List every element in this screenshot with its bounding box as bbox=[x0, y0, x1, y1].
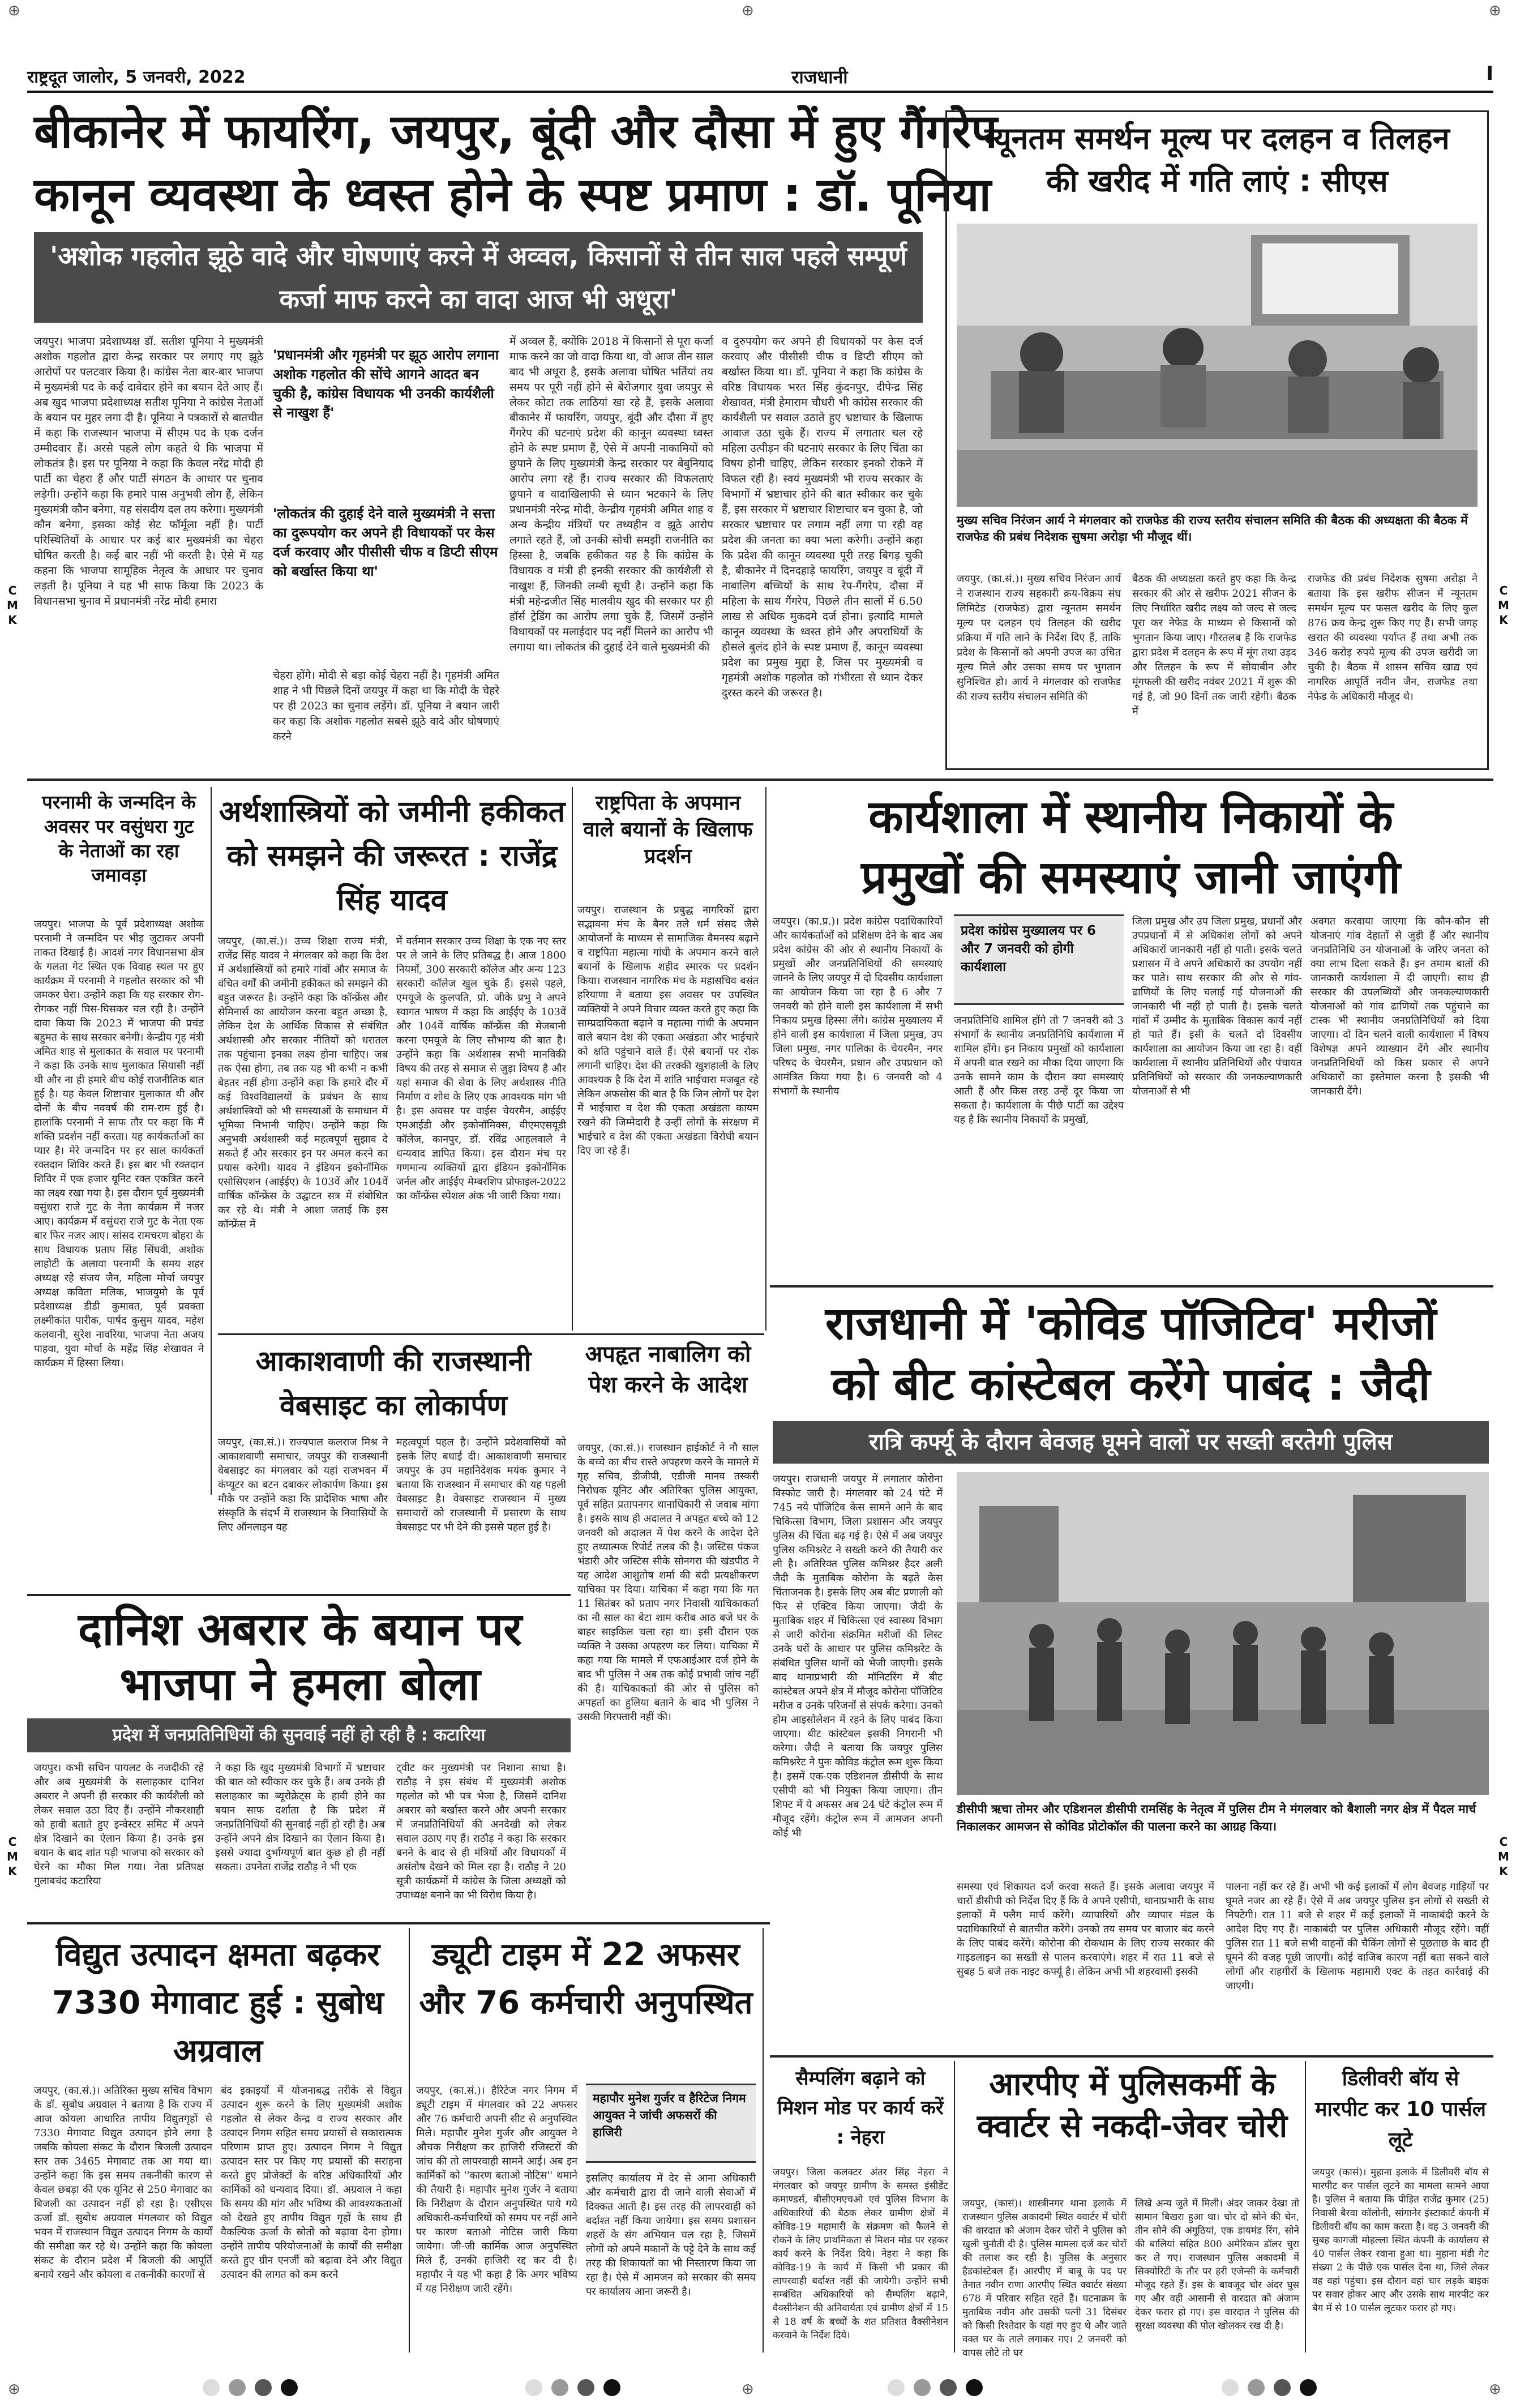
covid-headline-line2: को बीट कांस्टेबल करेंगे पाबंद : जैदी bbox=[831, 1358, 1431, 1410]
color-dot bbox=[229, 2379, 246, 2396]
minor-body: जयपुर, (का.सं.)। राजस्थान हाईकोर्ट ने नौ साल के बच्चे का बीच रास्ते अपहरण करने के मामले में गृह सचिव, डीजीपी, एडीजी मानव तस्करी निरोधक यूनिट और अतिरिक्त पुलिस आयुक्त, पूर्व सहित प्रतापनगर थानाधिकारी से जवाब मांगा है। इसके साथ ही अदालत ने अपहृत बच्चे को 12 जनवरी को अदालत में पेश करने के आदेश देते हुए तथ्यात्मक रिपोर्ट तलब की है। जस्टिस पंकज भंडारी और जस्टिस सीके सोनगरा की खंडपीठ ने यह आदेश आशुतोष शर्मा की बंदी प्रत्यक्षीकरण याचिका पर दिया। याचिका में कहा गया कि गत 11 सितंबर को प्रताप नगर निवासी याचिकाकर्ता का नौ साल का बेटा शाम करीब आठ बजे घर के बाहर साइकिल चला रहा था। इसी दौरान एक व्यक्ति ने उसका अपहरण कर लिया। याचिका में कहा गया कि मामले में एफआईआर दर्ज होने के बाद भी पुलिस ने अब तक कोई प्रभावी जांच नहीं की है। याचिकाकर्ता की ओर से पुलिस को अपहर्ता का हुलिया बताने के बाद भी पुलिस ने उसकी गिरफ्तारी नहीं की। bbox=[577, 1442, 759, 1723]
color-bar bbox=[1217, 2379, 1321, 2398]
color-dot bbox=[577, 2379, 594, 2396]
danish-strap: प्रदेश में जनप्रतिनिधियों की सुनवाई नहीं हो रही है : कटारिया bbox=[27, 1718, 571, 1752]
rpa-headline: आरपीए में पुलिसकर्मी के क्वार्टर से नकदी-जेवर चोरी bbox=[977, 2066, 1288, 2145]
msp-photo-caption: मुख्य सचिव निरंजन आर्य ने मंगलवार को राजफेड की राज्य स्तरीय संचालन समिति की बैठक की अध्यक्षता की बैठक में राजफेड की प्रबंध निदेशक सुषमा अरोड़ा भी मौजूद थीं। bbox=[957, 514, 1468, 544]
column-rule bbox=[572, 787, 573, 1331]
header-dateline: राष्ट्रदूत जालोर, 5 जनवरी, 2022 bbox=[27, 67, 246, 87]
color-dot bbox=[525, 2379, 542, 2396]
registration-mark-icon: ⊕ bbox=[1489, 2381, 1501, 2398]
column-rule bbox=[954, 2061, 955, 2353]
workshop-column-1: जयपुर। (का.प्र.)। प्रदेश कांग्रेस पदाधिकारियों और कार्यकर्ताओं को प्रशिक्षण देने के बाद अब प्रदेश कांग्रेस की ओर से स्थानीय निकायों के प्रमुखों और जनप्रतिनिधियों की समस्याएं जानने के लिए जयपुर में दो दिवसीय कार्यशाला का आयोजन किया जा रहा है 6 और 7 जनवरी को होने वाली इस कार्यशाला में सभी निकाय प्रमुख हिस्सा लेंगे। कांग्रेस मुख्यालय में होने वाली इस कार्यशाला में जिला प्रमुख, उप जिला प्रमुख, नगर पालिका के चेयरमैन, नगर परिषद के चेयरमैन, प्रधान और उपप्रधान को आमंत्रित किया गया है। 6 जनवरी को 4 संभागों के स्थानीय bbox=[773, 916, 943, 1097]
economists-column-1: जयपुर, (का.सं.)। उच्च शिक्षा राज्य मंत्री, राजेंद्र सिंह यादव ने मंगलवार को कहा कि देश में अर्थशास्त्रियों को हमारे गांवों और समाज के वंचित वर्गों की जमीनी हकीकत को समझने की बहुत जरूरत है। उन्होंने कहा कि कॉन्फ्रेंस और सेमिनार्स का आयोजन करना बहुत अच्छा है, लेकिन देश के आर्थिक विकास से संबंधित अर्थशास्त्री और सरकार नीतियों को धरातल तक पहुंचाना इनका लक्ष्य होना चाहिए। जब तक ऐसा होगा, तब तक यह भी कभी न कभी बेहतर नहीं होगा उन्होंने कहा कि हमारे दौर में कई विश्वविद्यालयों के प्रबंधन के साथ अर्थशास्त्रियों को भी समस्याओं के समाधान में भूमिका निभानी चाहिए। उन्होंने कहा कि अनुभवी अर्थशास्त्री कई महत्वपूर्ण सुझाव दे सकते हैं और सरकार इन पर अमल करने का प्रयास करेगी। यादव ने इंडियन इकोनॉमिक एसोसिएशन (आईईए) के 103वें और 104वें वार्षिक कॉन्फ्रेंस के उद्घाटन सत्र में संबोधित कर रहे थे। मंत्री ने आशा जताई कि इस कॉन्फ्रेंस में bbox=[218, 935, 388, 1230]
color-dot bbox=[603, 2379, 620, 2396]
color-dot bbox=[255, 2379, 272, 2396]
sampling-body: जयपुर। जिला कलक्टर अंतर सिंह नेहरा ने मंगलवार को जयपुर ग्रामीण के समस्त इंसीडेंट कमाण्डर्स, बीसीएमएचओ एवं पुलिस विभाग के अधिकारियों की बैठक लेकर ग्रामीण क्षेत्रों में कोविड-19 महामारी के संक्रमण को फैलने से रोकने के लिए प्राथमिकता से मिशन मोड पर रहकर कार्य करने के निर्देश दिये। नेहरा ने कहा कि कोविड-19 के कार्य में किसी भी प्रकार की लापरवाही बर्दाश्त नहीं की जायेगी। उन्होंने सभी सम्बंधित अधिकारियों को सैम्पलिंग बढ़ाने, वैक्सीनेशन की अनिवार्यता एवं ग्रामीण क्षेत्रों में 15 से 18 वर्ष के बच्चों के शत प्रतिशत वैक्सीनेशन करवाने के निर्देश दिये। bbox=[773, 2167, 948, 2341]
protest-body: जयपुर। राजस्थान के प्रबुद्ध नागरिकों द्वारा सद्भावना मंच के बैनर तले धर्म संसद जैसे आयोजनों के माध्यम से सामाजिक वैमनस्य बढ़ाने व राष्ट्रपिता महात्मा गांधी के अपमान करने वाले बयानों के खिलाफ शहीद स्मारक पर प्रदर्शन किया। राजस्थान नागरिक मंच के महासचिव बसंत हरियाणा ने बताया इस अवसर पर उपस्थित व्यक्तियों ने अपने विचार व्यक्त करते हुए कहा कि साम्प्रदायिकता बढ़ाने व महात्मा गांधी के अपमान वाले बयान देश की एकता अखंडता और भाईचारे को क्षति पहुंचाने वाले हैं। ऐसे बयानों पर रोक लगानी चाहिए। देश की तरक्की खुशहाली के लिए आवश्यक है कि देश में शांति भाईचारा मजबूत रहे लेकिन अफसोस की बात है कि जिन लोगों पर देश में भाईचारा व देश की एकता अखंडता कायम रखने की जिम्मेदारी है उन्हीं लोगों के संरक्षण में भाईचारे व देश की एकता अखंडता विरोधी बयान दिए जा रहे हैं। bbox=[577, 904, 759, 1157]
danish-column-3: ट्वीट कर मुख्यमंत्री पर निशाना साधा है। राठौड़ ने इस संबंध में मुख्यमंत्री अशोक गहलोत को भी पत्र भेजा है, जिसमें दानिश अबरार को बर्खास्त करने और अपनी सरकार में जनप्रतिनिधियों की अनदेखी को लेकर सवाल उठाए गए हैं। राठौड़ ने कहा कि सरकार बनने के बाद से ही मंत्रियों और विधायकों में असंतोष देखने को मिल रहा है। राठौड़ ने 20 सूत्री कार्यक्रमों में कांग्रेस के जिला अध्यक्षों को उपाध्यक्ष बनाने का भी विरोध किया है। bbox=[396, 1762, 566, 1901]
delivery-headline: डिलीवरी बॉय से मारपीट कर 10 पार्सल लूटे bbox=[1314, 2067, 1487, 2152]
pull-quote: 'प्रधानमंत्री और गृहमंत्री पर झूठ आरोप लगाना अशोक गहलोत की सोंचे आगने आदत बन चुकी है, कांग्रेस विधायक भी उनकी कार्यशैली से नाखुश हैं' bbox=[273, 347, 499, 421]
page-header bbox=[27, 61, 1493, 93]
section-divider bbox=[218, 1333, 764, 1335]
lead-column-1: जयपुर। भाजपा प्रदेशाध्यक्ष डॉ. सतीश पूनिया ने मुख्यमंत्री अशोक गहलोत द्वारा केन्द्र सरकार पर लगाए गए झूठे आरोपों पर पलटवार किया है। कांग्रेस नेता बार-बार भाजपा में मुख्यमंत्री पद के कई दावेदार होने का बयान देते आए हैं। अब खुद भाजपा प्रदेशाध्यक्ष सतीश पूनिया ने कांग्रेस नेताओं के बयान पर मुहर लगा दी है। पूनिया ने पत्रकारों से बातचीत में कहा कि राजस्थान भाजपा में सीएम पद के एक दर्जन उम्मीदवार हैं। अरसे पहले लोग कहते थे कि भाजपा में लोकतंत्र है। इस पर पूनिया ने कहा कि केवल नरेंद्र मोदी ही पार्टी का चेहरा हैं और पार्टी संगठन के आधार पर चुनाव लड़ेगी। उन्होंने कहा कि हमारे पास अनुभवी लोग हैं, लेकिन मुख्यमंत्री कौन बनेगा, यह संसदीय दल तय करेगा। मुख्यमंत्री कौन बनेगा, इसका कोई सेट फॉर्मूला नहीं है। पार्टी परिस्थितियों के आधार पर कई बार मुख्यमंत्री का चेहरा घोषित करती है। कई बार नहीं भी करती है। ऐसे में यह कहना कि भाजपा सामूहिक नेतृत्व के आधार पर चुनाव लड़ती है। पूनिया ने यह भी साफ किया कि 2023 के विधानसभा चुनाव में प्रधानमंत्री नरेंद्र मोदी हमारा bbox=[34, 335, 263, 608]
lead-headline: बीकानेर में फायरिंग, जयपुर, बूंदी और दौसा में हुए गैंगरेप bbox=[34, 105, 997, 159]
workshop-headline-line2: प्रमुखों की समस्याएं जानी जाएंगी bbox=[861, 851, 1401, 904]
duty-headline: ड्यूटी टाइम में 22 अफसर और 76 कर्मचारी अनुपस्थित bbox=[419, 1936, 753, 2021]
duty-highlight-box: महापौर मुनेश गुर्जर व हैरिटेज निगम आयुक्त ने जांची अफसरों की हाजिरी bbox=[586, 2084, 756, 2163]
color-bar bbox=[198, 2379, 302, 2398]
registration-mark-icon: ⊕ bbox=[1489, 2, 1501, 19]
color-dot bbox=[1274, 2379, 1291, 2396]
covid-column-1: जयपुर। राजधानी जयपुर में लगातार कोरोना विस्फोट जारी है। मंगलवार को 24 घंटे में 745 नये पॉजिटिव केस सामने आने के बाद चिकित्सा विभाग, जिला प्रशासन और जयपुर पुलिस की चिंता बढ़ गई है। ऐसे में अब जयपुर पुलिस कमिश्नरेट ने सख्ती करने की तैयारी कर ली है। अतिरिक्त पुलिस कमिश्नर हैदर अली जैदी के मुताबिक कोरोना के बढ़ते केस चिंताजनक है। इसके लिए अब बीट प्रणाली को फिर से एक्टिव किया जाएगा। जैदी के मुताबिक शहर में चिकित्सा एवं स्वास्थ्य विभाग से जारी कोरोना संक्रमित मरीजों की लिस्ट उनके घरों के आधार पर पुलिस कमिश्नरेट के संबंधित पुलिस थानों को भेजी जाएगी। इसके बाद थानाप्रभारी की मॉनिटरिंग में बीट कांस्टेबल अपने क्षेत्र में मौजूद कोरोना पॉजिटिव मरीज व उनके परिजनों से संपर्क करेगा। उनको होम आइसोलेशन में रहने के लिए पाबंद किया जाएगा। बीट कांस्टेबल इसकी निगरानी भी करेगा। जैदी ने बताया कि जयपुर पुलिस कमिश्नरेट ने पुनः कोविड कंट्रोल रूम शुरू किया है। इसमें एक-एक एडिशनल डीसीपी के साथ एसीपी को भी नियुक्त किया जाएगा। तीन शिफ्ट में ये अफसर अब 24 घंटे कंट्रोल रूम में मौजूद रहेंगे। कंट्रोल रूम में आमजन अपनी कोई भी bbox=[773, 1473, 943, 1839]
workshop-headline: कार्यशाला में स्थानीय निकायों के bbox=[868, 790, 1393, 843]
power-headline: विद्युत उत्पादन क्षमता बढ़कर 7330 मेगावाट हुई : सुबोध अग्रवाल bbox=[52, 1936, 384, 2069]
section-name: राजधानी bbox=[791, 66, 848, 88]
danish-headline: दानिश अबरार के बयान पर bbox=[78, 1603, 522, 1656]
color-dot bbox=[1248, 2379, 1265, 2396]
workshop-column-3: जिला प्रमुख और उप जिला प्रमुख, प्रधानों और उपप्रधानों में से अधिकांश लोगों को अपने अधिकारों जानकारी नहीं हो पाती। इसके चलते प्रशासन में वे अपने अधिकारों का उपयोग नहीं कर पाते। साथ सरकार की ओर से गांव-ढाणियों के लिए चलाई गई योजनाओं की जानकारी भी नहीं हो पाती है। इसके चलते गांवों में उम्मीद के मुताबिक विकास कार्य नहीं हो पाते हैं। इसी के चलते दो दिवसीय कार्यशाला का आयोजन किया जा रहा है। वहीं कार्यशाला में स्थानीय प्रतिनिधियों और पंचायत प्रतिनिधियों को सरकार की जनकल्याणकारी योजनाओं से भी bbox=[1132, 916, 1302, 1097]
color-dot bbox=[203, 2379, 220, 2396]
delivery-body: जयपुर (कासं)। मुहाना इलाके में डिलीवरी बॉय से मारपीट कर पार्सल लूटने का मामला सामने आया है। पुलिस ने बताया कि पीड़ित राजेंद्र कुमार (25) निवासी बैरवा कॉलोनी, सांगानेर इंस्टाकार्ट कंपनी में डिलीवरी बॉय का काम करता है। वह 3 जनवरी की सुबह कागजी मोहल्ला स्थित कंपनी के कार्यालय से 40 पार्सल लेकर रवाना हुआ था। मुहाना मंडी गेट संख्या 2 के पीछे एक पार्सल देना था, जिसे लेकर वह वहां पहुंचा। इस दौरान वहां चार लड़के बाइक पर सवार होकर आए और उसके साथ मारपीट कर बैग में से 10 पार्सल लूटकर फरार हो गए। bbox=[1312, 2167, 1489, 2314]
danish-column-2: ने कहा कि खुद मुख्यमंत्री विभागों में भ्रष्टाचार की बात को स्वीकार कर चुके हैं। अब उनके ही सलाहकार का ब्यूरोक्रेट्स के हावी होने का बयान साफ दर्शाता है कि प्रदेश में जनप्रतिनिधियों की सुनवाई नहीं हो रही है। अब उन्होंने अपने क्षेत्र दिखाने का ऐलान किया है। इससे ज्यादा दुर्भाग्यपूर्ण बात कुछ हो ही नहीं सकता। उपनेता राजेंद्र राठौड़ ने भी एक bbox=[215, 1762, 385, 1873]
section-divider bbox=[770, 2055, 1493, 2058]
lead-pullquotes bbox=[273, 334, 499, 662]
column-rule bbox=[409, 1928, 410, 2353]
color-mark-left: C M K bbox=[7, 1835, 18, 1878]
column-rule bbox=[211, 787, 212, 1495]
covid-headline: राजधानी में 'कोविड पॉजिटिव' मरीजों bbox=[825, 1297, 1437, 1350]
rpa-column-1: जयपुर, (कासं)। शास्त्रीनगर थाना इलाके में राजस्थान पुलिस अकादमी स्थित क्वार्टर में चोरी की वारदात को अंजाम देकर चोरों ने पुलिस को खुली चुनौती दी है। पुलिस मामला दर्ज कर चोरों की तलाश कर रही है। पुलिस के अनुसार हैडकांस्टेबल हैं। आरपीए में बाबू के पद पर तैनात नवीन राणा आरपीए स्थित क्वार्टर संख्या 678 में परिवार सहित रहते हैं। घटनाक्रम के मुताबिक नवीन और उसकी पत्नी 31 दिसंबर को किसी रिश्तेदार के यहां गए हुए थे और जाते वक्त घर के ताले लगाकर गए। 2 जनवरी को वापस लौटे तो घर bbox=[962, 2198, 1127, 2359]
color-bar bbox=[883, 2379, 987, 2398]
minor-headline: अपहृत नाबालिग को पेश करने के आदेश bbox=[585, 1341, 751, 1398]
column-rule bbox=[765, 787, 766, 1331]
covid-column-3: पालना नहीं कर रहे हैं। अभी भी कई इलाकों में लोग बेवजह गाड़ियों पर घूमते नजर आ रहे हैं। ऐसे में अब जयपुर पुलिस इन लोगों से सख्ती से निपटेगी। रात 11 बजे से शहर में कई इलाकों में नाकाबंदी करने के आदेश दिए गए हैं। नाकाबंदी पर पुलिस अधिकारी मौजूद रहेंगे। वहीं पुलिस रात 11 बजे सभी वाहनों की चैकिंग लोगों से पूछताछ के बाद ही घूमने की वजह पूछी जाएगी। कोई वाजिब कारण नहीं बता सकने वाले लोगों और राहगीरों के खिलाफ महामारी एक्ट के तहत कार्रवाई की जाएगी। bbox=[1226, 1881, 1489, 1992]
color-mark-right: C M K bbox=[1498, 1835, 1509, 1878]
lead-column-3: में अव्वल हैं, क्योंकि 2018 में किसानों से पूरा कर्जा माफ करने का जो वादा किया था, वो आज तीन साल बाद भी अधूरा है, इसके अलावा घोषित भर्तियां तय समय पर पूरी नहीं होने से बेरोजगार युवा जयपुर से लेकर कोटा तक लाठियां खा रहे हैं, इसके अलावा बीकानेर में फायरिंग, जयपुर, बूंदी और दौसा में हुए गैंगरेप की घटनाएं प्रदेश की कानून व्यवस्था ध्वस्त होने के स्पष्ट प्रमाण हैं, ऐसे में अपनी नाकामियों को छुपाने के लिए मुख्यमंत्री केन्द्र सरकार पर बेबुनियाद आरोप लगा रहे हैं। राज्य सरकार की विफलताएं छुपाने व वादाखिलाफी से ध्यान भटकाने के लिए प्रधानमंत्री नरेन्द्र मोदी, केन्द्रीय गृहमंत्री अमित शाह व अन्य केन्द्रीय मंत्रियों पर तथ्यहीन व झूठे आरोप लगाते रहते हैं, जो उनकी सोची समझी राजनीति का हिस्सा है, जबकि हकीकत यह है कि कांग्रेस के विधायक व मंत्री ही इनकी सरकार की कार्यशैली से नाखुश हैं, जिनकी लम्बी सूची है। उन्होंने कहा कि मंत्री महेन्द्रजीत सिंह मालवीय खुद की सरकार पर ही हॉर्स ट्रेडिंग का आरोप लगा चुके हैं, जिसमें उन्होंने विधायकों पर मलाईदार पद नहीं मिलने का आरोप भी लगाया था। लोकतंत्र की दुहाई देने वाले मुख्यमंत्री की bbox=[509, 335, 713, 653]
color-mark-right: C M K bbox=[1498, 584, 1509, 627]
economists-column-2: में वर्तमान सरकार उच्च शिक्षा के एक नए स्तर पर ले जाने के लिए प्रतिबद्ध है। आज 1800 नियमों, 300 सरकारी कॉलेज और अन्य 123 सरकारी कॉलेज खुल चुके हैं। इससे पहले, एमयूजे के कुलपति, प्रो. जीके प्रभु ने अपने स्वागत भाषण में कहा कि आईईए के 103वें और 104वें वार्षिक कॉन्फ्रेंस की मेजबानी करना एमयूजे के लिए सौभाग्य की बात है। उन्होंने कहा कि अर्थशास्त्र सभी मानविकी विषय की तरह से समाज से जुड़ा विषय है और यहां समाज की सेवा के लिए अर्थशास्त्र नीति निर्माण व शोध के लिए एक आवश्यक मांग भी है। इस अवसर पर वाईस चेयरमैन, आईईए एमआईडी और इकोनॉमिक्स, वीएमएसयूडी कॉलेज, कानपुर, डॉ. रविंद्र आहलवाले ने धन्यवाद ज्ञापित किया। इस दौरान मंच पर गणमान्य व्यक्तियों द्वारा इंडियन इकोनॉमिक जर्नल और आईईए मेम्बरशिप प्रोफाइल-2022 का कॉन्फ्रेंस स्पेशल अंक भी जारी किया गया। bbox=[396, 935, 566, 1202]
sampling-headline: सैम्पलिंग बढ़ाने को मिशन मोड पर कार्य करें : नेहरा bbox=[777, 2067, 944, 2149]
registration-mark-icon: ⊕ bbox=[8, 2, 20, 19]
economists-headline: अर्थशास्त्रियों को जमीनी हकीकत को समझने की जरूरत : राजेंद्र सिंह यादव bbox=[219, 795, 566, 917]
duty-column-1: जयपुर, (का.सं.)। हैरिटेज नगर निगम में ड्यूटी टाइम में मंगलवार को 22 अफसर और 76 कर्मचारी अपनी सीट से अनुपस्थित मिले। महापौर मुनेश गुर्जर और आयुक्त ने औचक निरीक्षण कर हाजिरी रजिस्टरों की जांच की तो लापरवाही सामने आई। अब इन कार्मिकों को ''कारण बताओ नोटिस'' थमाने की तैयारी है। महापौर मुनेश गुर्जर ने बताया कि निरीक्षण के दौरान अनुपस्थित पाये गये अधिकारी-कर्मचारियों को समय पर नहीं आने पर कारण बताओ नोटिस जारी किया जायेगा। जी-जी कार्मिक आज अनुपस्थित मिले हैं, उनकी हाजिरी रद्द कर दी है। महापौर ने यह भी कहा है कि अगर भविष्य में यह निरीक्षण जारी रहेंगे। bbox=[416, 2085, 577, 2295]
duty-column-2: इसलिए कार्यालय में देर से आना अधिकारी और कर्मचारी द्वारा दी जाने वाली सेवाओं में दिक्कत आती है। इस तरह की लापरवाही को बर्दाश्त नहीं किया जायेगा। इस समय प्रशासन शहरों के संग अभियान चल रहा है, जिसमें लोगों को अपने मकानों के पट्टे देने के साथ कई तरह की शिकायतों का भी निस्तारण किया जा रहा है। ऐसे में आमजन को सरकार की समय पर कार्यालय आना जरूरी है। bbox=[586, 2172, 756, 2298]
workshop-column-2: जनप्रतिनिधि शामिल होंगे तो 7 जनवरी को 3 संभागों के स्थानीय जनप्रतिनिधि कार्यशाला में शामिल होंगे। इन निकाय प्रमुखों को कार्यशाला में अपनी बात रखने का मौका दिया जाएगा कि उनके सामने काम के दौरान क्या समस्याएं आती हैं और किस तरह उन्हें दूर किया जा सकता है। कार्यशाला के पीछे पार्टी का उद्देश्य यह है कि स्थानीय निकायों के प्रमुखों, bbox=[954, 1015, 1124, 1126]
msp-column-2: बैठक की अध्यक्षता करते हुए कहा कि केन्द्र सरकार की ओर से खरीफ 2021 सीजन के लिए निर्धारित खरीद लक्ष्य को जल्द से जल्द पूरा कर नेफेड के माध्यम से किसानों को भुगतान किया जाए। गौरतलब है कि राजफेड द्वारा प्रदेश में दलहन के रूप में मूंग तथा उड़द और तिलहन के रूप में सोयाबीन और मूंगफली की खरीद नवंबर 2021 में शुरू की गई है, जो 90 दिनों तक जारी रहेगी। बैठक में bbox=[1132, 573, 1296, 717]
msp-column-3: राजफेड की प्रबंध निदेशक सुषमा अरोड़ा ने बताया कि इस खरीफ सीजन में न्यूनतम समर्थन मूल्य पर फसल खरीद के लिए कुल 876 क्रय केन्द्र शुरू किए गए हैं। सभी जगह खरात की व्यवस्था पर्याप्त हैं तथा अभी तक 346 करोड़ रुपये मूल्य की उपज खरीदी जा चुकी है। बैठक में शासन सचिव खाद्य एवं नागरिक आपूर्ति नवीन जैन, राजफेड तथा नेफेड के अधिकारी मौजूद थे। bbox=[1308, 573, 1478, 703]
covid-photo-caption: डीसीपी ऋचा तोमर और एडिशनल डीसीपी रामसिंह के नेतृत्व में पुलिस टीम ने मंगलवार को बैशाली नगर क्षेत्र में पैदल मार्च निकालकर आमजन से कोविड प्रोटोकॉल की पालना करने का आग्रह किया। bbox=[957, 1802, 1476, 1833]
power-column-1: जयपुर, (का.सं.)। अतिरिक्त मुख्य सचिव विभाग के डॉ. सुबोध अग्रवाल ने बताया है कि राज्य में आज कोयला आधारित तापीय विद्युतगृहों से 7330 मेगावाट विद्युत उत्पादन होने लगा है जबकि कोयला संकट के दौरान बिजली उत्पादन स्तर तक 3465 मेगावाट तक आ गया था। उन्होंने कहा कि इस समय तकनीकी कारण से केवल छबड़ा की एक यूनिट से 250 मेगावाट का बिजली का उत्पादन नहीं हो रहा है। एसीएस ऊर्जा डॉ. सुबोध अग्रवाल मंगलवार को विद्युत भवन में राजस्थान विद्युत उत्पादन निगम के कार्यों की समीक्षा कर रहे थे। उन्होंने कहा कि कोयला संकट के दौरान प्रदेश में बिजली की आपूर्ति बनाये रखने और कोयला व तकनीकी कारणों से bbox=[34, 2085, 212, 2281]
color-dot bbox=[966, 2379, 983, 2396]
column-rule bbox=[763, 1928, 764, 2353]
protest-headline: राष्ट्रपिता के अपमान वाले बयानों के खिलाफ प्रदर्शन bbox=[583, 792, 753, 868]
color-dot bbox=[1222, 2379, 1239, 2396]
lead-column-4: व दुरुपयोग कर अपने ही विधायकों पर केस दर्ज करवाए और पीसीसी चीफ व डिप्टी सीएम को बर्खास्त किया था। डॉ. पूनिया ने कहा कि कांग्रेस के वरिष्ठ विधायक भरत सिंह कुंदनपुर, दीपेन्द्र सिंह शेखावत, मंत्री हेमाराम चौधरी भी कांग्रेस सरकार की कार्यशैली पर सवाल उठाते हुए भ्रष्टाचार के खिलाफ आवाज उठा चुके हैं। राज्य में लगातार चल रहे महिला उत्पीड़न की घटनाएं सरकार के लिए चिंता का विषय होनी चाहिए, लेकिन सरकार इनको रोकने में विफल रही है। स्वयं मुख्यमंत्री भी राज्य सरकार के विभागों में भ्रष्टाचार होने की बात स्वीकार कर चुके हैं, इस सरकार में भ्रष्टाचार शिष्टाचार बन चुका है, जो सरकार भ्रष्टाचार पर लगाम नहीं लगा पा रही वह प्रदेश की जनता का क्या भला करेगी। उन्होंने कहा कि प्रदेश की कानून व्यवस्था पूरी तरह बिगड़ चुकी है, बीकानेर में दिनदहाड़े फायरिंग, जयपुर व बूंदी में नाबालिग बच्चियों के साथ रेप-गैंगरेप, दौसा में महिला के साथ गैंगरेप, पिछले तीन सालों में 6.50 लाख से अधिक मुकदमे दर्ज होना। इत्यादि मामले कानून व्यवस्था के ध्वस्त होने और अपराधियों के हौसले बुलंद होने के स्पष्ट प्रमाण हैं, कानून व्यवस्था प्रदेश का प्रमुख मुद्दा है, जिस पर मुख्यमंत्री व गृहमंत्री अशोक गहलोत को गंभीरता से ध्यान देकर दुरस्त करने की जरूरत है। bbox=[722, 335, 923, 699]
section-divider bbox=[27, 1922, 770, 1924]
akashvani-column-1: जयपुर, (का.सं.)। राज्यपाल कलराज मिश्र ने आकाशवाणी समाचार, जयपुर की राजस्थानी वेबसाइट का मंगलवार को यहां राजभवन में कंप्यूटर का बटन दबाकर लोकार्पण किया। इस मौके पर उन्होंने कहा कि प्रादेशिक भाषा और संस्कृति के संदर्भ में राजस्थान के निवासियों के लिए ऑनलाइन यह bbox=[218, 1436, 388, 1533]
covid-strap: रात्रि कर्फ्यू के दौरान बेवजह घूमने वालों पर सख्ती बरतेगी पुलिस bbox=[773, 1421, 1489, 1464]
column-rule bbox=[1305, 2061, 1306, 2353]
color-mark-left: C M K bbox=[7, 584, 18, 627]
color-dot bbox=[940, 2379, 957, 2396]
lead-column-2: चेहरा होंगे। मोदी से बड़ा कोई चेहरा नहीं है। गृहमंत्री अमित शाह ने भी पिछले दिनों जयपुर में कहा था कि मोदी के चेहरे पर ही 2023 का चुनाव लड़ेंगे। डॉ. पूनिया ने बयान जारी कर कहा कि अशोक गहलोत सबसे झूठे वादे और घोषणाएं करने bbox=[273, 669, 499, 743]
msp-headline: न्यूनतम समर्थन मूल्य पर दलहन व तिलहन bbox=[984, 121, 1450, 156]
covid-column-2: समस्या एवं शिकायत दर्ज करवा सकते हैं। इसके अलावा जयपुर में चारों डीसीपी को निर्देश दिए हैं कि वे अपने एसीपी, थानाप्रभारी के साथ इलाकों में फ्लैग मार्च करेंगे। व्यापारियों और व्यापार मंडल के पदाधिकारियों से बातचीत करेंगे। उनको तय समय पर बाजार बंद करने के लिए पाबंद करेंगे। कोरोना की रोकथाम के लिए राज्य सरकार की गाइडलाइन का सख्ती से पालन करवाएंगे। शहर में रात 11 बजे से सुबह 5 बजे तक नाइट कर्फ्यू है। लेकिन अभी भी शहरवासी इसकी bbox=[957, 1881, 1214, 1978]
meeting-photo bbox=[957, 224, 1478, 507]
lead-strap: 'अशोक गहलोत झूठे वादे और घोषणाएं करने में अव्वल, किसानों से तीन साल पहले सम्पूर्ण कर्जा माफ करने का वादा आज भी अधूरा' bbox=[34, 232, 923, 323]
workshop-column-4: अवगत करवाया जाएगा कि कौन-कौन सी योजनाएं गांव देहातों से जुड़ी हैं और स्थानीय जनप्रतिनिधि उन योजनाओं के जरिए जनता को क्या लाभ दिला सकते हैं। इन तमाम बातों की जानकारी कार्यशाला में दी जाएगी। साथ ही सरकार की उपलब्धियों और जनकल्याणकारी योजनाओं को गांव ढाणियों तक पहुंचाने का टास्क भी स्थानीय जनप्रतिनिधियों को दिया जाएगा। दो दिन चलने वाली कार्यशाला में विषय विशेषज्ञ अपने व्याख्यान देंगे और स्थानीय जनप्रतिनिधियों को किस प्रकार से अपने अधिकारों का इस्तेमाल करना है इसकी भी जानकारी देंगे। bbox=[1311, 916, 1489, 1097]
danish-headline-line2: भाजपा ने हमला बोला bbox=[119, 1658, 481, 1710]
vasundhara-headline: परनामी के जन्मदिन के अवसर पर वसुंधरा गुट के नेताओं का रहा जमावड़ा bbox=[42, 791, 196, 886]
danish-column-1: जयपुर। कभी सचिन पायलट के नजदीकी रहे और अब मुख्यमंत्री के सलाहकार दानिश अबरार ने अपनी ही सरकार की कार्यशैली को लेकर सवाल उठा दिए हैं। उन्होंने नौकरशाही को हावी बताते हुए इन्वेस्टर समिट में अपने क्षेत्र दिखाने का ऐलान किया है। उनके इस बयान के बाद शांत पड़ी भाजपा को सरकार को घेरने का मौका मिल गया। नेता प्रतिपक्ष गुलाबचंद कटारिया bbox=[34, 1762, 204, 1887]
color-dot bbox=[551, 2379, 568, 2396]
color-dot bbox=[1300, 2379, 1317, 2396]
section-divider bbox=[27, 1594, 571, 1596]
color-dot bbox=[914, 2379, 931, 2396]
akashvani-column-2: महत्वपूर्ण पहल है। उन्होंने प्रदेशवासियों को इसके लिए बधाई दी। आकाशवाणी समाचार जयपुर के उप महानिदेशक मयंक कुमार ने बताया कि राजस्थान में समाचार की यह पहली वेबसाइट है। वेबसाइट राजस्थान में मुख्य समाचारों को राजस्थानी में प्रसारण के साथ वेबसाइट पर भी देने की इससे पहल हुई है। bbox=[396, 1436, 566, 1533]
msp-headline-line2: की खरीद में गति लाएं : सीएस bbox=[1046, 163, 1388, 199]
rpa-column-2: लिखे अन्य जुते में मिली। अंदर जाकर देखा तो सामान बिखरा हुआ था। चोर दो सोने की चेन, तीन सोने की अंगूठियां, एक डायमंड रिंग, सोने की बालियां सहित 800 अमेरिकन डॉलर चुरा कर ले गए। राजस्थान पुलिस अकादमी में सिक्योरिटी के तौर पर हरी एजेन्सी के कर्मचारी मौजूद रहते हैं। इस के बावजूद चोर अंदर घुस गए और वही आसानी से वारदात को अंजाम देकर फरार हो गए। इस वारदात ने पुलिस की सुरक्षा व्यवस्था की पोल खोलकर रख दी है। bbox=[1135, 2198, 1299, 2332]
msp-column-1: जयपुर, (का.सं.)। मुख्य सचिव निरंजन आर्य ने राजस्थान राज्य सहकारी क्रय-विक्रय संघ लिमिटेड (राजफेड) द्वारा न्यूनतम समर्थन मूल्य पर दलहन एवं तिलहन की खरीद प्रक्रिया में गति लाने के निर्देश दिए हैं, ताकि प्रदेश के किसानों को अपनी उपज का उचित मूल्य मिले और उसका समय पर भुगतान सुनिश्चित हो। आर्य ने मंगलवार को राजफेड की राज्य स्तरीय संचालन समिति की bbox=[957, 573, 1121, 703]
pull-quote: 'लोकतंत्र की दुहाई देने वाले मुख्यमंत्री ने सत्ता का दुरूपयोग कर अपने ही विधायकों पर केस दर्ज करवाए और पीसीसी चीफ व डिप्टी सीएम को बर्खास्त किया था' bbox=[273, 506, 498, 579]
registration-mark-icon: ⊕ bbox=[742, 2, 754, 19]
workshop-highlight-box: प्रदेश कांग्रेस मुख्यालय पर 6 और 7 जनवरी को होगी कार्यशाला bbox=[954, 914, 1124, 1005]
vasundhara-body: जयपुर। भाजपा के पूर्व प्रदेशाध्यक्ष अशोक परनामी ने जन्मदिन पर भीड़ जुटाकर अपनी ताकत दिखाई है। आदर्श नगर विधानसभा क्षेत्र के गलता गेट स्थित एक विवाह स्थल पर हुए कार्यक्रम में परनामी ने गहलोत सरकार को भी जमकर घेरा। उन्होंने कहा कि यह सरकार रोग-रोगकर नहीं घिस-घिसकर चल रही है। उन्होंने दावा किया कि 2023 में भाजपा की प्रचंड बहुमत के साथ सरकार बनेगी। केन्द्रीय गृह मंत्री अमित शाह से मुलाकात के सवाल पर परनामी ने कहा कि उनके साथ मुलाकात सियासी नहीं थी और ना ही हमारे बीच कोई राजनीतिक बात हुई है। यह केवल शिष्टाचार मुलाकात थी और दोनों के बीच नववर्ष की राम-राम हुई है। हालांकि परनामी ने साफ तौर पर कहा कि मैं शक्ति प्रदर्शन नहीं करता। यह कार्यकर्ताओं का प्यार है। मेरे जन्मदिन पर हर साल कार्यकर्ता रक्तदान शिविर करते हैं। इस बार भी रक्तदान शिविर में एक हजार यूनिट रक्त एकत्रित करने का लक्ष्य रखा गया है। इस दौरान पूर्व मुख्यमंत्री वसुंधरा राजे गुट के नेता कार्यक्रम में नजर आए। कार्यक्रम में वसुंधरा राजे गुट के नेता एक बार फिर नजर आए। सांसद रामचरण बोहरा के साथ विधायक प्रताप सिंह सिंघवी, अशोक लाहोटी के अलावा परनामी के समय शहर अध्यक्ष रहे संजय जैन, महिला मोर्चा जयपुर अध्यक्ष कविता मलिक, भाजयुमो के पूर्व प्रदेशाध्यक्ष डीडी कुमावत, पूर्व प्रवक्ता लक्ष्मीकांत पारीक, पार्षद कुसुम यादव, महेश कलवानी, सुरेश नावरिया, भाजपा नेता अजय पाहवा, युवा मोर्चा के महेंद्र सिंह शेखावत ने कार्यक्रम में हिस्सा लिया। bbox=[34, 918, 204, 1369]
section-divider bbox=[27, 779, 1493, 781]
police-march-photo bbox=[957, 1472, 1489, 1795]
color-bar bbox=[521, 2379, 625, 2398]
registration-mark-icon: ⊕ bbox=[742, 2381, 754, 2398]
registration-mark-icon: ⊕ bbox=[8, 2381, 20, 2398]
section-divider bbox=[770, 1285, 1493, 1288]
color-dot bbox=[281, 2379, 298, 2396]
lead-headline-line2: कानून व्यवस्था के ध्वस्त होने के स्पष्ट प्रमाण : डॉ. पूनिया bbox=[34, 168, 991, 222]
color-dot bbox=[888, 2379, 905, 2396]
page-number: I bbox=[1486, 62, 1493, 85]
akashvani-headline: आकाशवाणी की राजस्थानी वेबसाइट का लोकार्पण bbox=[255, 1345, 532, 1422]
power-column-2: बंद इकाइयों में योजनाबद्ध तरीके से विद्युत उत्पादन शुरू करने के लिए मुख्यमंत्री अशोक गहलोत से लेकर केन्द्र व राज्य सरकार और उत्पादन निगम सहित समग्र प्रयासों से सकारात्मक परिणाम प्राप्त हुए। उत्पादन निगम ने विद्युत उत्पादन स्तर पर किए गए प्रयासों की सराहना करते हुए प्रोजेक्टों के वरिष्ठ अधिकारियों और कार्मिकों को धन्यवाद दिया। डॉ. अग्रवाल ने कहा कि समय की मांग और भविष्य की आवश्यकताओं को देखते हुए तापीय विद्युत गृहों के साथ ही वैकल्पिक ऊर्जा के स्रोतों को बढ़ावा देना होगा। उन्होंने तापीय परियोजनाओं के कार्यों की समीक्षा करते हुए ग्रीन एनर्जी को बढ़ावा देने और विद्युत उत्पादन की लागत को कम करने bbox=[221, 2085, 402, 2281]
